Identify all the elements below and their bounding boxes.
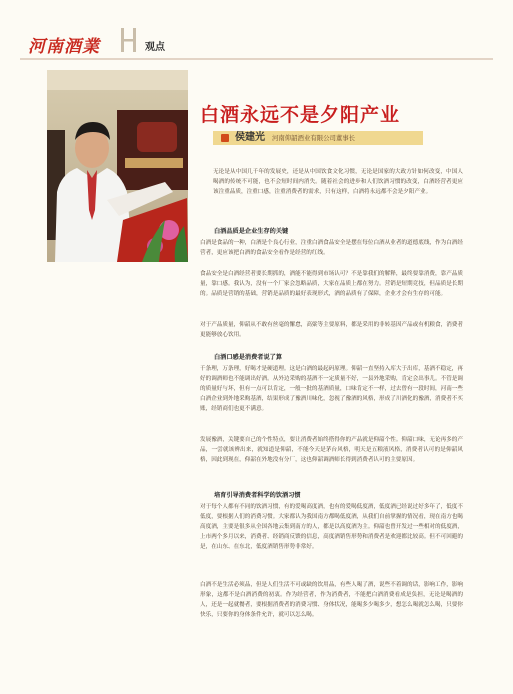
- section-label: 观点: [145, 42, 165, 53]
- header-h-ornament: [118, 26, 140, 54]
- author-photo: [47, 70, 188, 262]
- intro-paragraph: 无论是从中国几千年的发展史，还是从中国饮食文化习惯，无论是国家的大政方针如何改变，中国人喝酒的传统不可能，也不会短时间内消失。随着社会的进步和人们饮酒习惯的改变，白酒经营者更应该注重品质，注重口感，注重消费者的需求，只有这样，白酒将永远都不会是夕阳产业。: [213, 169, 463, 195]
- section-2-paragraph-2: 发展豫酒，关键要自己的个性特点，要让消费者始终搭得你的产品就是仰韶个性。仰韶口味，无论再多的产品，一尝就该辨出来，就知道是仰韶，不能今天是茅台风格，明天是五粮液风格，消费者认可的是仰韶风格，因此到现在，仰韶在外地没有分厂，这也仰韶调酒师长得到消费者认可的主要原因。: [200, 437, 463, 463]
- section-1-paragraph-1: 白酒是食品的一种，白酒是个良心行业，注重白酒食品安全是摆在每位白酒从业者的道德底线，作为白酒经营者，更应该把白酒的食品安全看作是经营的红线。: [200, 240, 463, 256]
- header-rule: [20, 58, 493, 60]
- page-header: [0, 0, 513, 60]
- article-headline: 白酒永远不是夕阳产业: [200, 104, 401, 126]
- section-2-paragraph-1: 千条理，万条理，好喝才是硬道理。这是白酒的最起码原理。仰韶一直坚持入库大于出库，基酒不稳定，再好的调酒师也不能调出好酒。从外边采购的基酒不一定质量不好，一县外地采购，肯定会出事儿。不管是调的质量好与坏，但有一点可以肯定，一般一批的基酒质量，口味肯定不一样，过去曾有一段时间，河南一些白酒企业到外地采购基酒，结果形成了豫酒川味化，忽视了豫酒的风格，形成了川酒化的豫酒，消费者不买账，经销商们也更不满意。: [200, 366, 463, 412]
- section-heading-3: 培育引导消费者科学的饮酒习惯: [214, 492, 301, 499]
- author-title: 河南仰韶酒业有限公司董事长: [272, 134, 356, 142]
- section-heading-2: 白酒口感是消费者说了算: [214, 354, 283, 361]
- section-3-paragraph-1: 对于每个人都有不同的饮酒习惯，有的爱喝高度酒，也有的爱喝低度酒，低度酒已经说过好多年了，低度不低度，要根据人们的消费习惯。大家都认为我国南方都喝低度酒，从我们自前掌握的情况看，现在南方也喝高度酒，主要是很多从全国各地云集到南方的人，都是以高度酒为主。仰韶也曾开发过一些相对的低度酒，上市两个多月以来，消费者、经销商反馈的信息，高度酒销售形势和消费者是欢迎都比较高。但不可回避的是，在山东、在东北，低度酒销售形势非常好。: [200, 504, 463, 550]
- section-3-paragraph-2: 白酒不是生活必须品，但是人们生活不可或缺的饮用品，有些人喝了酒，说些不着调的话，影响工作，影响形象，这都不是白酒消费的初衷。作为经营者，作为消费者，不能把白酒消费看成是负担，无论是喝酒的人，还是一起就餐者，要根据消费者的消费习惯、身体状况，能喝多少喝多少，想怎么喝就怎么喝，只要你快乐，只要你的身体条件允许，就可以怎么喝。: [200, 582, 463, 618]
- section-heading-1: 白酒品质是企业生存的关键: [214, 228, 289, 235]
- section-1-paragraph-2: 食品安全是白酒经营者要长期抓的，酒能不能得到市场认可？不是靠我们的解释，最终要靠消费，靠产品质量，靠口感。我认为，没有一个厂家会忽略品质，大家在品质上都在努力。营销是短期竞技，但品质是长期的。品质是营销的基础，营销是品质的最好表现形式，酒的品质有了保障，企业才会有生存的可能。: [200, 271, 463, 297]
- author-name: 侯建光: [235, 132, 265, 143]
- section-1-paragraph-3: 对于产品质量，仰韶从不敢有丝毫的懈怠，高粱等主要原料，都是采用的非转基因产品或有机粮食，消费者更能够放心饮用。: [200, 322, 463, 338]
- author-bullet: [221, 134, 229, 142]
- magazine-title: 河南酒業: [28, 37, 100, 57]
